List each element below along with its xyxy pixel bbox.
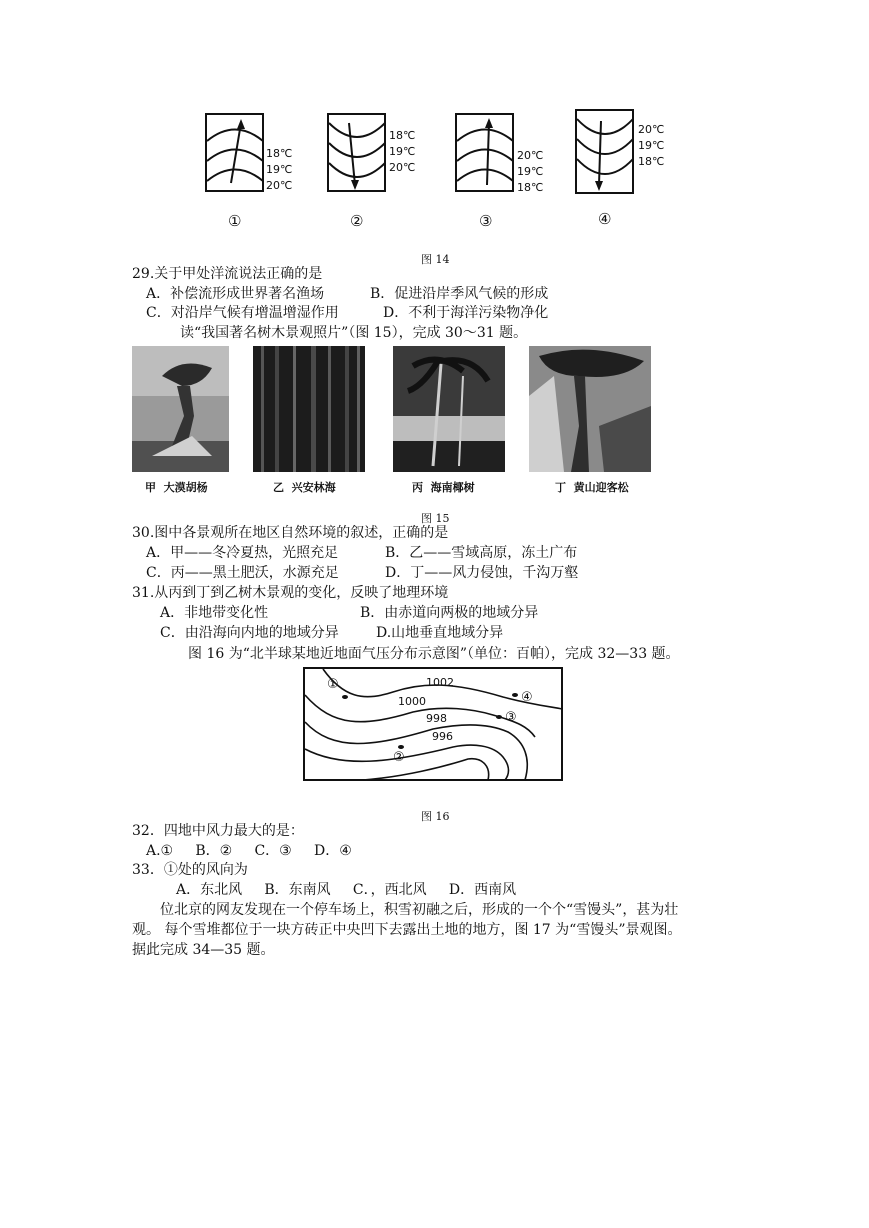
panel-number: ② (350, 212, 364, 230)
panel-number: ③ (479, 212, 493, 230)
temp-label: 18℃ (638, 155, 665, 168)
isotherm-diagram-3 (455, 113, 515, 193)
passage-line-1: 位北京的网友发现在一个停车场上，积雪初融之后，形成的一个个“雪馒头”，甚为壮 (160, 902, 679, 918)
photo-populus (132, 346, 229, 472)
option-d: D.山地垂直地域分异 (376, 625, 504, 641)
option-d: D．丁——风力侵蚀，千沟万壑 (385, 565, 579, 581)
point-marker-1: ① (327, 677, 339, 692)
temp-label: 20℃ (266, 179, 293, 192)
pine-tree-image (529, 346, 651, 472)
photo-caption: 丁 黄山迎客松 (555, 481, 629, 494)
photo-xingan-forest (253, 346, 365, 472)
question-33-options: A．东北风 B．东南风 C．，西北风 D．西南风 (176, 882, 517, 898)
point-marker-4: ④ (521, 690, 533, 705)
photo-hainan-coconut (393, 346, 505, 472)
option-b: B．由赤道向两极的地域分异 (360, 605, 539, 621)
option-c: C．丙——黑土肥沃，水源充足 (146, 565, 339, 581)
isobar-label: 1002 (426, 676, 454, 689)
question-30-stem: 30.图中各景观所在地区自然环境的叙述，正确的是 (132, 525, 449, 541)
isotherm-panel-4 (575, 109, 635, 195)
passage-line-3: 据此完成 34—35 题。 (132, 942, 275, 958)
temp-label: 19℃ (517, 165, 544, 178)
temp-label: 18℃ (389, 129, 416, 142)
figure-caption: 图 14 (421, 253, 450, 266)
option-c: C．对沿岸气候有增温增湿作用 (146, 305, 339, 321)
photo-caption: 甲 大漠胡杨 (145, 481, 208, 494)
desert-tree-image (132, 346, 229, 472)
option-b: B．乙——雪域高原，冻土广布 (385, 545, 578, 561)
option-c: C．由沿海向内地的地域分异 (160, 625, 339, 641)
temp-label: 19℃ (389, 145, 416, 158)
question-32-stem: 32．四地中风力最大的是： (132, 823, 304, 839)
option-a: A．非地带变化性 (160, 605, 269, 621)
temp-label: 18℃ (266, 147, 293, 160)
temp-label: 19℃ (266, 163, 293, 176)
temp-label: 20℃ (517, 149, 544, 162)
photo-caption: 丙 海南椰树 (412, 481, 475, 494)
isotherm-panel-1 (205, 113, 265, 193)
option-d: D．不利于海洋污染物净化 (383, 305, 549, 321)
question-33-stem: 33．①处的风向为 (132, 862, 248, 878)
option-a: A．甲——冬冷夏热，光照充足 (146, 545, 339, 561)
photo-huangshan-pine (529, 346, 651, 472)
isotherm-diagram-2 (327, 113, 387, 193)
figure-caption: 图 16 (421, 810, 450, 823)
isotherm-diagram-1 (205, 113, 265, 193)
temp-label: 19℃ (638, 139, 665, 152)
isobar-label: 998 (426, 712, 447, 725)
isotherm-panel-3 (455, 113, 515, 193)
intro-fig-16: 图 16 为“北半球某地近地面气压分布示意图”（单位：百帕），完成 32—33 题。 (188, 646, 680, 662)
isotherm-panel-2 (327, 113, 387, 193)
option-b: B．促进沿岸季风气候的形成 (370, 286, 549, 302)
temp-label: 20℃ (638, 123, 665, 136)
panel-number: ① (228, 212, 242, 230)
point-marker-2: ② (393, 750, 405, 765)
figure-caption: 图 15 (421, 512, 450, 525)
photo-caption: 乙 兴安林海 (273, 481, 336, 494)
question-31-stem: 31.从丙到丁到乙树木景观的变化，反映了地理环境 (132, 585, 449, 601)
question-32-options: A.① B．② C．③ D．④ (146, 843, 352, 859)
point-marker-3: ③ (505, 710, 517, 725)
intro-fig-15: 读“我国著名树木景观照片”（图 15），完成 30～31 题。 (180, 325, 528, 341)
option-a: A．补偿流形成世界著名渔场 (146, 286, 325, 302)
forest-image (253, 346, 365, 472)
passage-line-2: 观。 每个雪堆都位于一块方砖正中央凹下去露出土地的地方，图 17 为“雪馒头”景观图。 (132, 922, 682, 938)
temp-label: 18℃ (517, 181, 544, 194)
isotherm-diagram-4 (575, 109, 635, 195)
panel-number: ④ (598, 210, 612, 228)
temp-label: 20℃ (389, 161, 416, 174)
isobar-label: 1000 (398, 695, 426, 708)
isobar-label: 996 (432, 730, 453, 743)
palm-tree-image (393, 346, 505, 472)
question-29-stem: 29.关于甲处洋流说法正确的是 (132, 266, 323, 282)
